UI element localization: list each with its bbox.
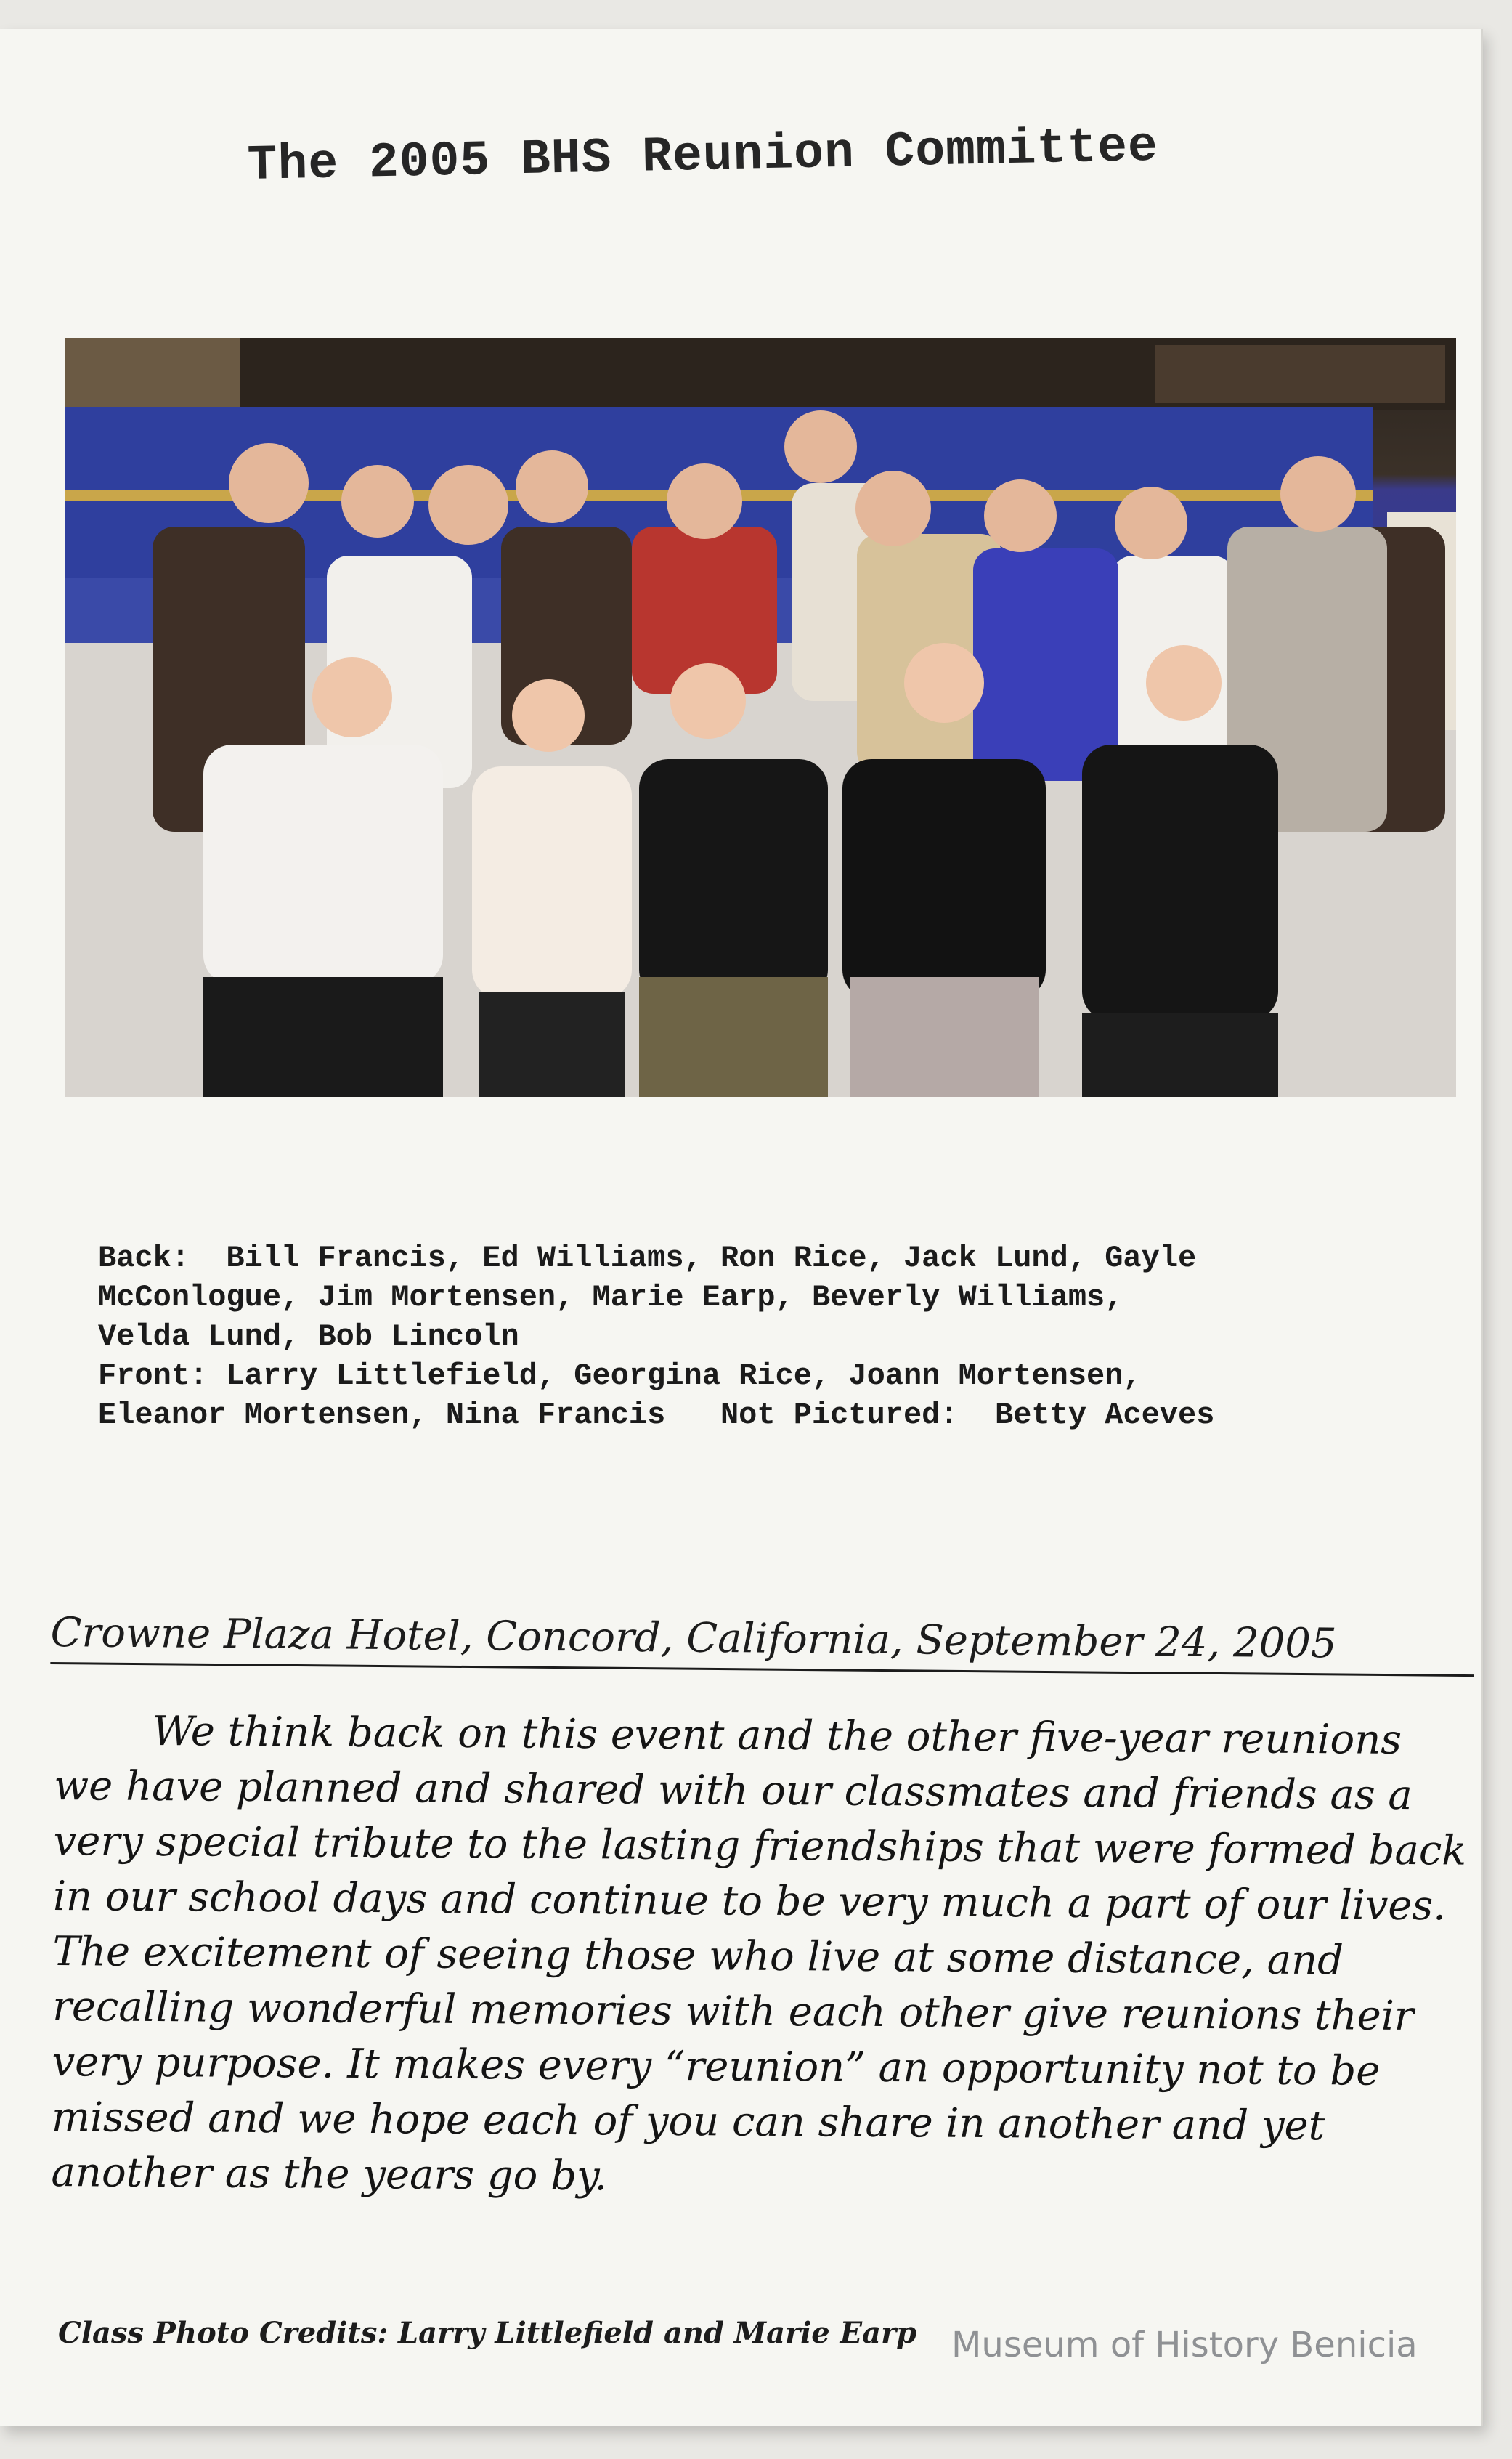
caption-line-back: Back: Bill Francis, Ed Williams, Ron Rice, Jack Lund, Gayle [98, 1241, 1197, 1276]
body-paragraph: We think back on this event and the other five-year reunions we have planned and shared with our classmates and friends as a very special tribute to the lasting friendships that were formed back in our school days and continue to be very much a part of our lives. The excitement of seeing those who live at some distance, and recalling wonderful memories with each other give reunions their very purpose. It makes every “reunion” an opportunity not to be missed and we hope each of you can share in another and yet another as the years go by. [51, 1707, 1467, 2200]
event-title: Crowne Plaza Hotel, Concord, California, September 24, 2005 [50, 1609, 1474, 1677]
photo-credits: Class Photo Credits: Larry Littlefield and Marie Earp [58, 2316, 917, 2350]
caption-line-front: Front: Larry Littlefield, Georgina Rice, Joann Mortensen, [98, 1358, 1142, 1393]
group-photo-icon [65, 338, 1456, 1097]
page-title: The 2005 BHS Reunion Committee [247, 118, 1159, 194]
caption-line: McConlogue, Jim Mortensen, Marie Earp, Beverly Williams, [98, 1280, 1123, 1315]
caption-line: Velda Lund, Bob Lincoln [98, 1319, 519, 1354]
photo-captions [98, 1239, 1449, 1435]
caption-line: Eleanor Mortensen, Nina Francis Not Pictured: Betty Aceves [98, 1398, 1215, 1433]
watermark: Museum of History Benicia [951, 2325, 1418, 2365]
group-photo [65, 338, 1456, 1097]
